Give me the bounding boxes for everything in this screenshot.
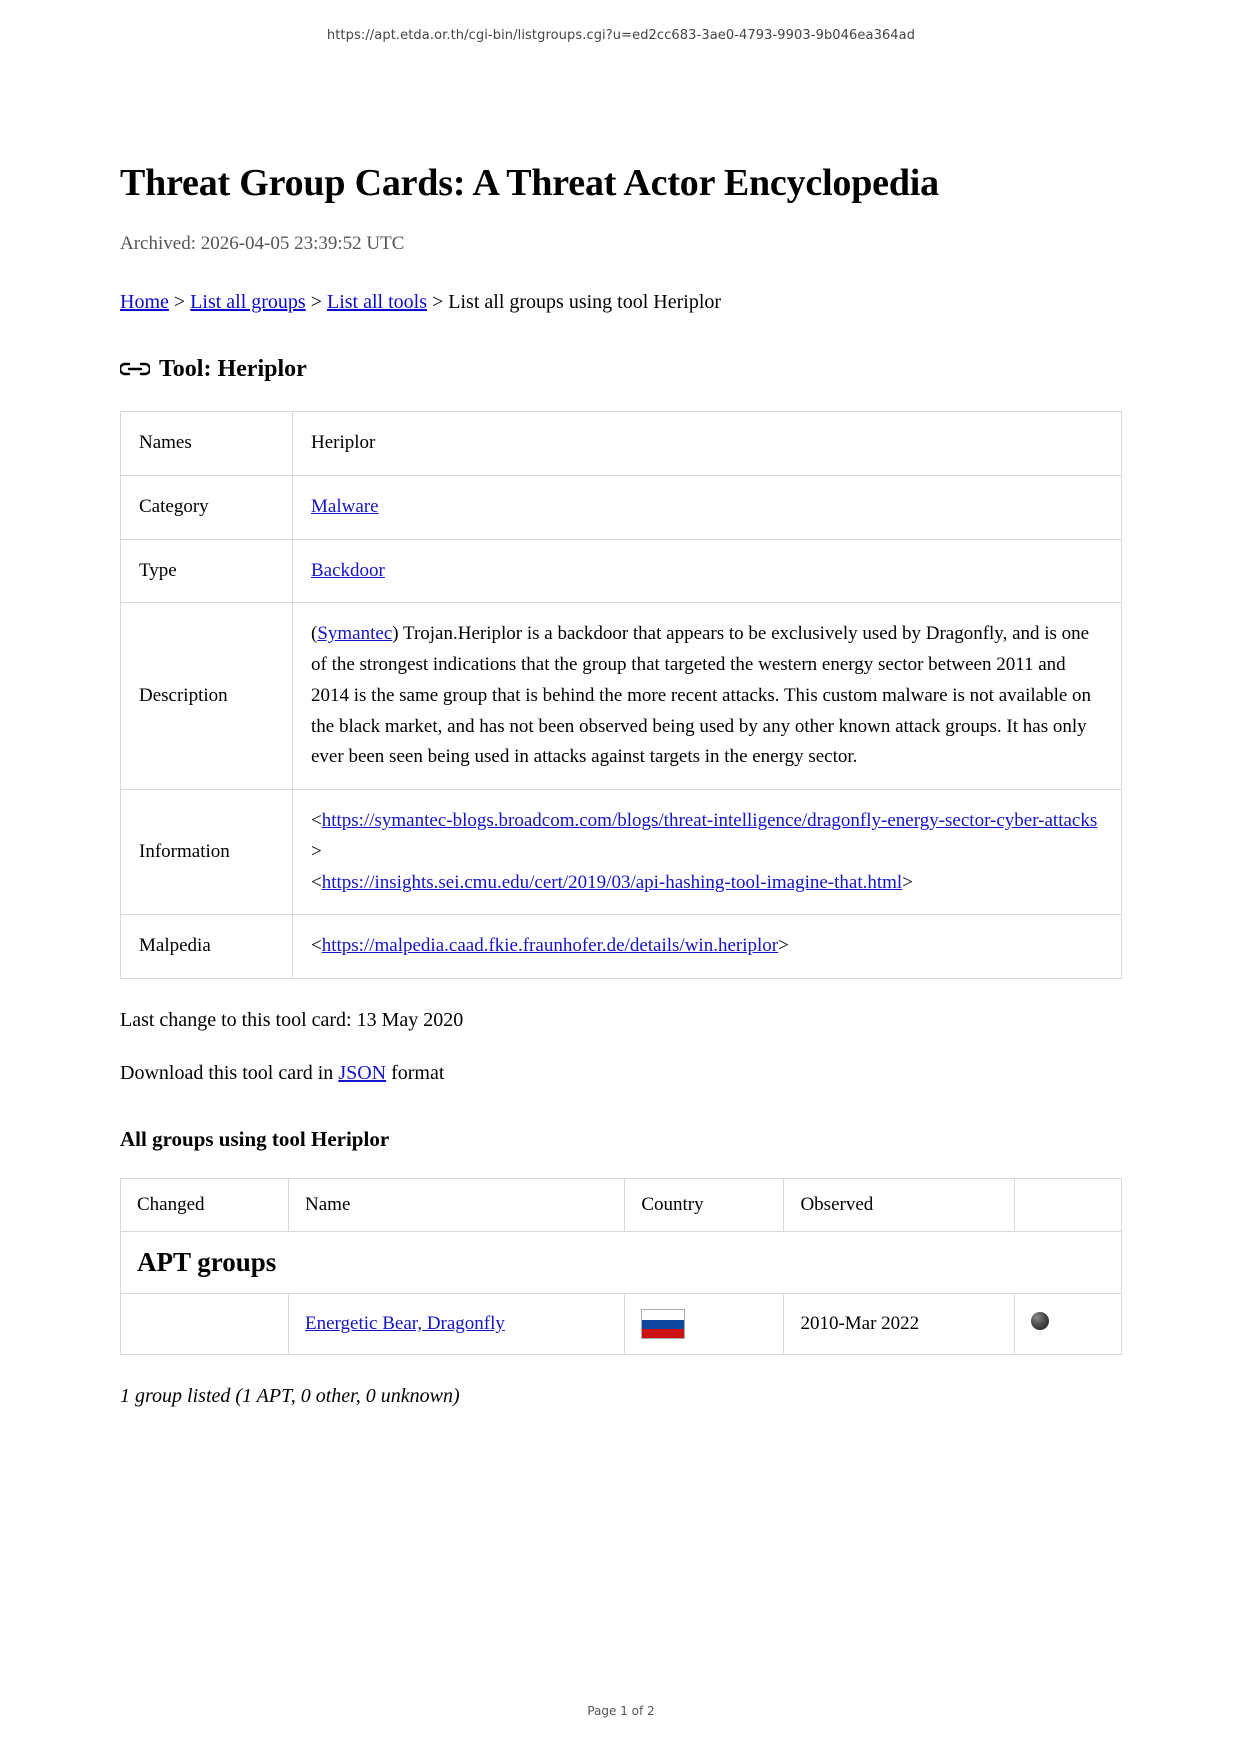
breadcrumb-home-link[interactable]: Home: [120, 291, 169, 313]
page-title: Threat Group Cards: A Threat Actor Encyclopedia: [120, 162, 939, 204]
cell-observed: 2010-Mar 2022: [784, 1294, 1015, 1355]
json-download-link[interactable]: JSON: [338, 1062, 387, 1085]
table-row: [121, 1294, 1122, 1355]
flag-russia-icon: [641, 1309, 685, 1339]
malpedia-label: Malpedia: [121, 915, 293, 979]
malpedia-value-cell: <https://malpedia.caad.fkie.fraunhofer.de/details/win.heriplor>: [293, 915, 1122, 979]
column-header-changed: Changed: [121, 1179, 289, 1232]
download-line: [120, 1062, 1122, 1085]
description-source-link[interactable]: Symantec: [317, 623, 393, 645]
tool-info-table: [120, 411, 1122, 979]
archived-timestamp: Archived: 2026-04-05 23:39:52 UTC: [120, 233, 405, 254]
column-header-country: Country: [625, 1179, 784, 1232]
column-header-name: Name: [289, 1179, 625, 1232]
category-label: Category: [121, 475, 293, 539]
cell-changed: [121, 1294, 289, 1355]
tool-heading-label: Tool: Heriplor: [159, 356, 307, 382]
category-link[interactable]: Malware: [311, 495, 379, 517]
column-header-observed: Observed: [784, 1179, 1015, 1232]
table-row: [121, 603, 1122, 790]
archive-url: https://apt.etda.or.th/cgi-bin/listgroups.cgi?u=ed2cc683-3ae0-4793-9903-9b046ea364ad: [326, 28, 916, 43]
table-row: [121, 915, 1122, 979]
section-title: APT groups: [137, 1247, 277, 1278]
column-header-extra: [1015, 1179, 1122, 1232]
table-row: [121, 790, 1122, 915]
document-content: [0, 161, 1242, 1408]
information-label: Information: [121, 790, 293, 915]
malpedia-link[interactable]: https://malpedia.caad.fkie.fraunhofer.de/details/win.heriplor: [321, 935, 779, 957]
groups-table: [120, 1178, 1122, 1355]
groups-summary: 1 group listed (1 APT, 0 other, 0 unknown): [120, 1385, 460, 1408]
breadcrumb-list-tools-link[interactable]: List all tools: [327, 291, 427, 313]
table-section-row: [121, 1232, 1122, 1294]
information-link-1[interactable]: https://symantec-blogs.broadcom.com/blogs/threat-intelligence/dragonfly-energy-sector-cyber-attacks: [321, 810, 1098, 832]
names-label: Names: [121, 412, 293, 476]
breadcrumb-separator: >: [173, 291, 186, 313]
group-link[interactable]: Energetic Bear, Dragonfly: [305, 1313, 505, 1335]
tool-heading: [120, 356, 1122, 383]
breadcrumb-separator: >: [432, 291, 444, 313]
type-link[interactable]: Backdoor: [311, 559, 385, 581]
breadcrumb-list-groups-link[interactable]: List all groups: [190, 291, 306, 313]
information-value-cell: <https://symantec-blogs.broadcom.com/blogs/threat-intelligence/dragonfly-energy-sector-cyber-attacks> <https://insights.sei.cmu.edu/cert/2019/03/api-hashing-tool-imagine-that.html>: [293, 790, 1122, 915]
download-suffix: format: [386, 1062, 445, 1085]
cell-country: [625, 1294, 784, 1355]
type-label: Type: [121, 539, 293, 603]
last-change-text: Last change to this tool card: 13 May 2020: [120, 1009, 464, 1032]
section-cell: [121, 1232, 1122, 1294]
cell-extra: [1015, 1294, 1122, 1355]
category-value-cell: [293, 475, 1122, 539]
information-link-2[interactable]: https://insights.sei.cmu.edu/cert/2019/03/api-hashing-tool-imagine-that.html: [321, 871, 903, 893]
table-header-row: [121, 1179, 1122, 1232]
table-row: [121, 539, 1122, 603]
type-value-cell: [293, 539, 1122, 603]
description-value-cell: (Symantec) Trojan.Heriplor is a backdoor that appears to be exclusively used by Dragonfly, and is one of the strongest indications that the group that targeted the western energy sector between 2011 and 2014 is the same group that is behind the more recent attacks. This custom malware is not available on the black market, and has not been observed being used by any other known attack groups. It has only ever been seen being used in attacks against targets in the energy sector.: [293, 603, 1122, 790]
table-row: [121, 475, 1122, 539]
description-label: Description: [121, 603, 293, 790]
link-icon: [120, 355, 150, 381]
cell-name: [289, 1294, 625, 1355]
groups-heading: All groups using tool Heriplor: [120, 1127, 390, 1152]
breadcrumb-current: List all groups using tool Heriplor: [448, 291, 722, 313]
description-text: ) Trojan.Heriplor is a backdoor that appears to be exclusively used by Dragonfly, and is one of the strongest indications that the group that targeted the western energy sector between 2011 and 2014 is the same group that is behind the more recent attacks. This custom malware is not available on the black market, and has not been observed being used by any other known attack groups. It has only ever been seen being used in attacks against targets in the energy sector.: [311, 623, 1092, 768]
breadcrumb-separator: >: [310, 291, 322, 313]
table-row: [121, 412, 1122, 476]
breadcrumb: [120, 291, 1122, 314]
page-footer: Page 1 of 2: [587, 1704, 655, 1718]
names-value: Heriplor: [293, 412, 1122, 476]
sphere-icon: [1031, 1312, 1049, 1330]
download-prefix: Download this tool card in: [120, 1062, 339, 1085]
